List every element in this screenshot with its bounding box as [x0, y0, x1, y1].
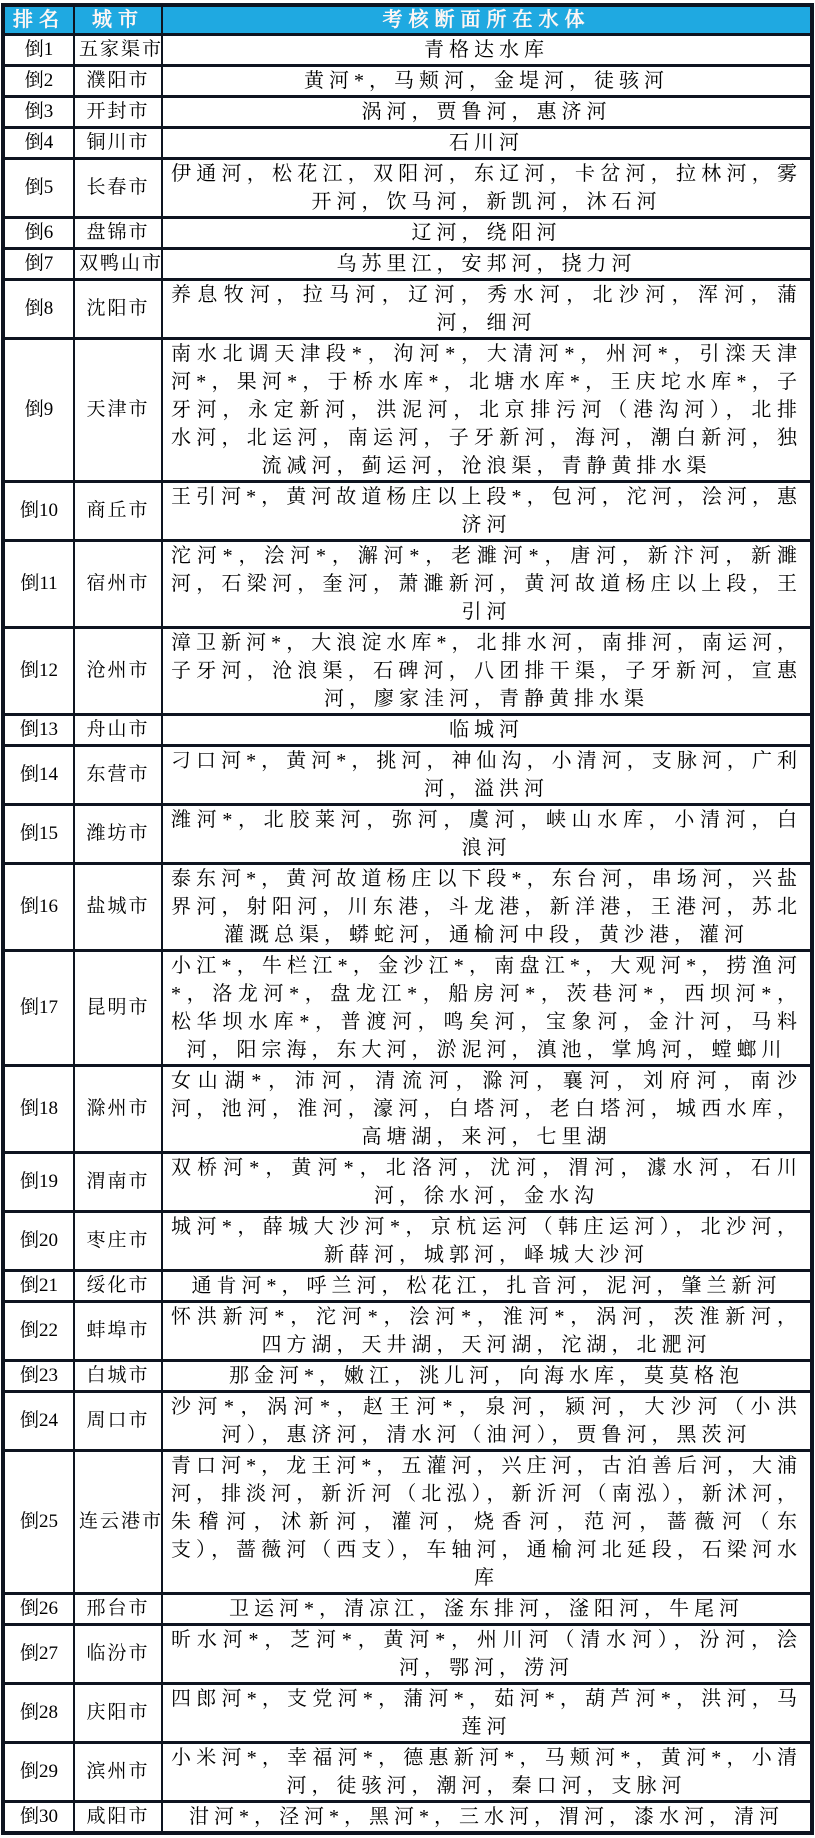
rank-cell: 倒2	[3, 66, 74, 97]
table-row	[3, 1302, 812, 1361]
table-row	[3, 482, 812, 541]
rank-cell: 倒16	[3, 864, 74, 951]
city-cell: 商丘市	[74, 482, 162, 541]
waters-cell: 城河*，薛城大沙河*，京杭运河（韩庄运河），北沙河，新薛河，城郭河，峄城大沙河	[162, 1212, 812, 1271]
table-row	[3, 1594, 812, 1625]
rank-cell: 倒23	[3, 1361, 74, 1392]
waters-cell: 小米河*，幸福河*，德惠新河*，马颊河*，黄河*，小清河，徒骇河，潮河，秦口河，支脉河	[162, 1743, 812, 1802]
city-water-ranking-table	[1, 3, 814, 1835]
waters-cell: 泰东河*，黄河故道杨庄以下段*，东台河，串场河，兴盐界河，射阳河，川东港，斗龙港，新洋港，王港河，苏北灌溉总渠，蟒蛇河，通榆河中段，黄沙港，灌河	[162, 864, 812, 951]
rank-cell: 倒1	[3, 35, 74, 66]
rank-cell: 倒6	[3, 218, 74, 249]
waters-cell: 黄河*，马颊河，金堤河，徒骇河	[162, 66, 812, 97]
table-row	[3, 1802, 812, 1834]
table-row	[3, 541, 812, 628]
table-row	[3, 249, 812, 280]
city-cell: 长春市	[74, 159, 162, 218]
rank-cell: 倒26	[3, 1594, 74, 1625]
table-header	[3, 5, 812, 35]
city-cell: 天津市	[74, 339, 162, 482]
waters-cell: 通肯河*，呼兰河，松花江，扎音河，泥河，肇兰新河	[162, 1271, 812, 1302]
table-row	[3, 864, 812, 951]
rank-cell: 倒27	[3, 1625, 74, 1684]
table-row	[3, 805, 812, 864]
city-cell: 咸阳市	[74, 1802, 162, 1834]
rank-cell: 倒10	[3, 482, 74, 541]
table-row	[3, 97, 812, 128]
waters-cell: 女山湖*，沛河，清流河，滁河，襄河，刘府河，南沙河，池河，淮河，濠河，白塔河，老白塔河，城西水库，高塘湖，来河，七里湖	[162, 1066, 812, 1153]
waters-cell: 泔河*，泾河*，黑河*，三水河，渭河，漆水河，清河	[162, 1802, 812, 1834]
rank-cell: 倒22	[3, 1302, 74, 1361]
table-row	[3, 159, 812, 218]
city-cell: 绥化市	[74, 1271, 162, 1302]
table-row	[3, 1684, 812, 1743]
rank-cell: 倒4	[3, 128, 74, 159]
waters-cell: 青格达水库	[162, 35, 812, 66]
waters-cell: 乌苏里江，安邦河，挠力河	[162, 249, 812, 280]
rank-cell: 倒18	[3, 1066, 74, 1153]
city-cell: 沧州市	[74, 628, 162, 715]
header-rank: 排名	[3, 5, 74, 35]
table-row	[3, 339, 812, 482]
table-body	[3, 35, 812, 1834]
city-cell: 盐城市	[74, 864, 162, 951]
waters-cell: 临城河	[162, 715, 812, 746]
header-waters: 考核断面所在水体	[162, 5, 812, 35]
city-cell: 连云港市	[74, 1451, 162, 1594]
city-cell: 白城市	[74, 1361, 162, 1392]
rank-cell: 倒3	[3, 97, 74, 128]
city-cell: 庆阳市	[74, 1684, 162, 1743]
city-cell: 临汾市	[74, 1625, 162, 1684]
rank-cell: 倒28	[3, 1684, 74, 1743]
waters-cell: 石川河	[162, 128, 812, 159]
waters-cell: 伊通河，松花江，双阳河，东辽河，卡岔河，拉林河，雾开河，饮马河，新凯河，沐石河	[162, 159, 812, 218]
table-row	[3, 746, 812, 805]
rank-cell: 倒30	[3, 1802, 74, 1834]
rank-cell: 倒14	[3, 746, 74, 805]
waters-cell: 小江*，牛栏江*，金沙江*，南盘江*，大观河*，捞渔河*，洛龙河*，盘龙江*，船房河*，茨巷河*，西坝河*，松华坝水库*，普渡河，鸣矣河，宝象河，金汁河，马料河，阳宗海，东大河，淤泥河，滇池，掌鸠河，螳螂川	[162, 951, 812, 1066]
waters-cell: 怀洪新河*，沱河*，浍河*，淮河*，涡河，茨淮新河，四方湖，天井湖，天河湖，沱湖，北淝河	[162, 1302, 812, 1361]
rank-cell: 倒12	[3, 628, 74, 715]
city-cell: 双鸭山市	[74, 249, 162, 280]
table-row	[3, 218, 812, 249]
city-cell: 滨州市	[74, 1743, 162, 1802]
rank-cell: 倒19	[3, 1153, 74, 1212]
city-cell: 枣庄市	[74, 1212, 162, 1271]
waters-cell: 养息牧河，拉马河，辽河，秀水河，北沙河，浑河，蒲河，细河	[162, 280, 812, 339]
waters-cell: 四郎河*，支党河*，蒲河*，茹河*，葫芦河*，洪河，马莲河	[162, 1684, 812, 1743]
city-cell: 五家渠市	[74, 35, 162, 66]
waters-cell: 南水北调天津段*，泃河*，大清河*，州河*，引滦天津河*，果河*，于桥水库*，北塘水库*，王庆坨水库*，子牙河，永定新河，洪泥河，北京排污河（港沟河），北排水河，北运河，南运河，子牙新河，海河，潮白新河，独流减河，蓟运河，沧浪渠，青静黄排水渠	[162, 339, 812, 482]
header-city: 城市	[74, 5, 162, 35]
waters-cell: 那金河*，嫩江，洮儿河，向海水库，莫莫格泡	[162, 1361, 812, 1392]
city-cell: 濮阳市	[74, 66, 162, 97]
waters-cell: 辽河，绕阳河	[162, 218, 812, 249]
rank-cell: 倒17	[3, 951, 74, 1066]
table-row	[3, 1212, 812, 1271]
rank-cell: 倒7	[3, 249, 74, 280]
table-row	[3, 1451, 812, 1594]
rank-cell: 倒8	[3, 280, 74, 339]
city-cell: 舟山市	[74, 715, 162, 746]
rank-cell: 倒20	[3, 1212, 74, 1271]
city-cell: 沈阳市	[74, 280, 162, 339]
rank-cell: 倒9	[3, 339, 74, 482]
rank-cell: 倒13	[3, 715, 74, 746]
waters-cell: 刁口河*，黄河*，挑河，神仙沟，小清河，支脉河，广利河，溢洪河	[162, 746, 812, 805]
rank-cell: 倒24	[3, 1392, 74, 1451]
table-row	[3, 1066, 812, 1153]
waters-cell: 昕水河*，芝河*，黄河*，州川河（清水河），汾河，浍河，鄂河，涝河	[162, 1625, 812, 1684]
rank-cell: 倒25	[3, 1451, 74, 1594]
waters-cell: 卫运河*，清凉江，滏东排河，滏阳河，牛尾河	[162, 1594, 812, 1625]
city-cell: 盘锦市	[74, 218, 162, 249]
city-cell: 开封市	[74, 97, 162, 128]
city-cell: 宿州市	[74, 541, 162, 628]
city-cell: 铜川市	[74, 128, 162, 159]
city-cell: 周口市	[74, 1392, 162, 1451]
waters-cell: 漳卫新河*，大浪淀水库*，北排水河，南排河，南运河，子牙河，沧浪渠，石碑河，八团排干渠，子牙新河，宣惠河，廖家洼河，青静黄排水渠	[162, 628, 812, 715]
waters-cell: 青口河*，龙王河*，五灌河，兴庄河，古泊善后河，大浦河，排淡河，新沂河（北泓），新沂河（南泓），新沭河，朱稽河，沭新河，灌河，烧香河，范河，蔷薇河（东支），蔷薇河（西支），车轴河，通榆河北延段，石梁河水库	[162, 1451, 812, 1594]
table-row	[3, 628, 812, 715]
city-cell: 东营市	[74, 746, 162, 805]
table-row	[3, 1392, 812, 1451]
rank-cell: 倒21	[3, 1271, 74, 1302]
table-row	[3, 66, 812, 97]
rank-cell: 倒15	[3, 805, 74, 864]
rank-cell: 倒5	[3, 159, 74, 218]
waters-cell: 涡河，贾鲁河，惠济河	[162, 97, 812, 128]
city-cell: 蚌埠市	[74, 1302, 162, 1361]
waters-cell: 王引河*，黄河故道杨庄以上段*，包河，沱河，浍河，惠济河	[162, 482, 812, 541]
waters-cell: 沱河*，浍河*，澥河*，老濉河*，唐河，新汴河，新濉河，石梁河，奎河，萧濉新河，黄河故道杨庄以上段，王引河	[162, 541, 812, 628]
table-row	[3, 1625, 812, 1684]
table-row	[3, 1271, 812, 1302]
city-cell: 邢台市	[74, 1594, 162, 1625]
table-row	[3, 1743, 812, 1802]
waters-cell: 潍河*，北胶莱河，弥河，虞河，峡山水库，小清河，白浪河	[162, 805, 812, 864]
city-cell: 渭南市	[74, 1153, 162, 1212]
table-row	[3, 1153, 812, 1212]
city-cell: 潍坊市	[74, 805, 162, 864]
waters-cell: 沙河*，涡河*，赵王河*，泉河，颍河，大沙河（小洪河），惠济河，清水河（油河），贾鲁河，黑茨河	[162, 1392, 812, 1451]
city-cell: 昆明市	[74, 951, 162, 1066]
table-row	[3, 280, 812, 339]
table-row	[3, 951, 812, 1066]
table-row	[3, 128, 812, 159]
table-row	[3, 715, 812, 746]
rank-cell: 倒29	[3, 1743, 74, 1802]
table-row	[3, 1361, 812, 1392]
rank-cell: 倒11	[3, 541, 74, 628]
table-row	[3, 35, 812, 66]
city-cell: 滁州市	[74, 1066, 162, 1153]
header-row	[3, 5, 812, 35]
waters-cell: 双桥河*，黄河*，北洛河，沋河，渭河，澽水河，石川河，徐水河，金水沟	[162, 1153, 812, 1212]
